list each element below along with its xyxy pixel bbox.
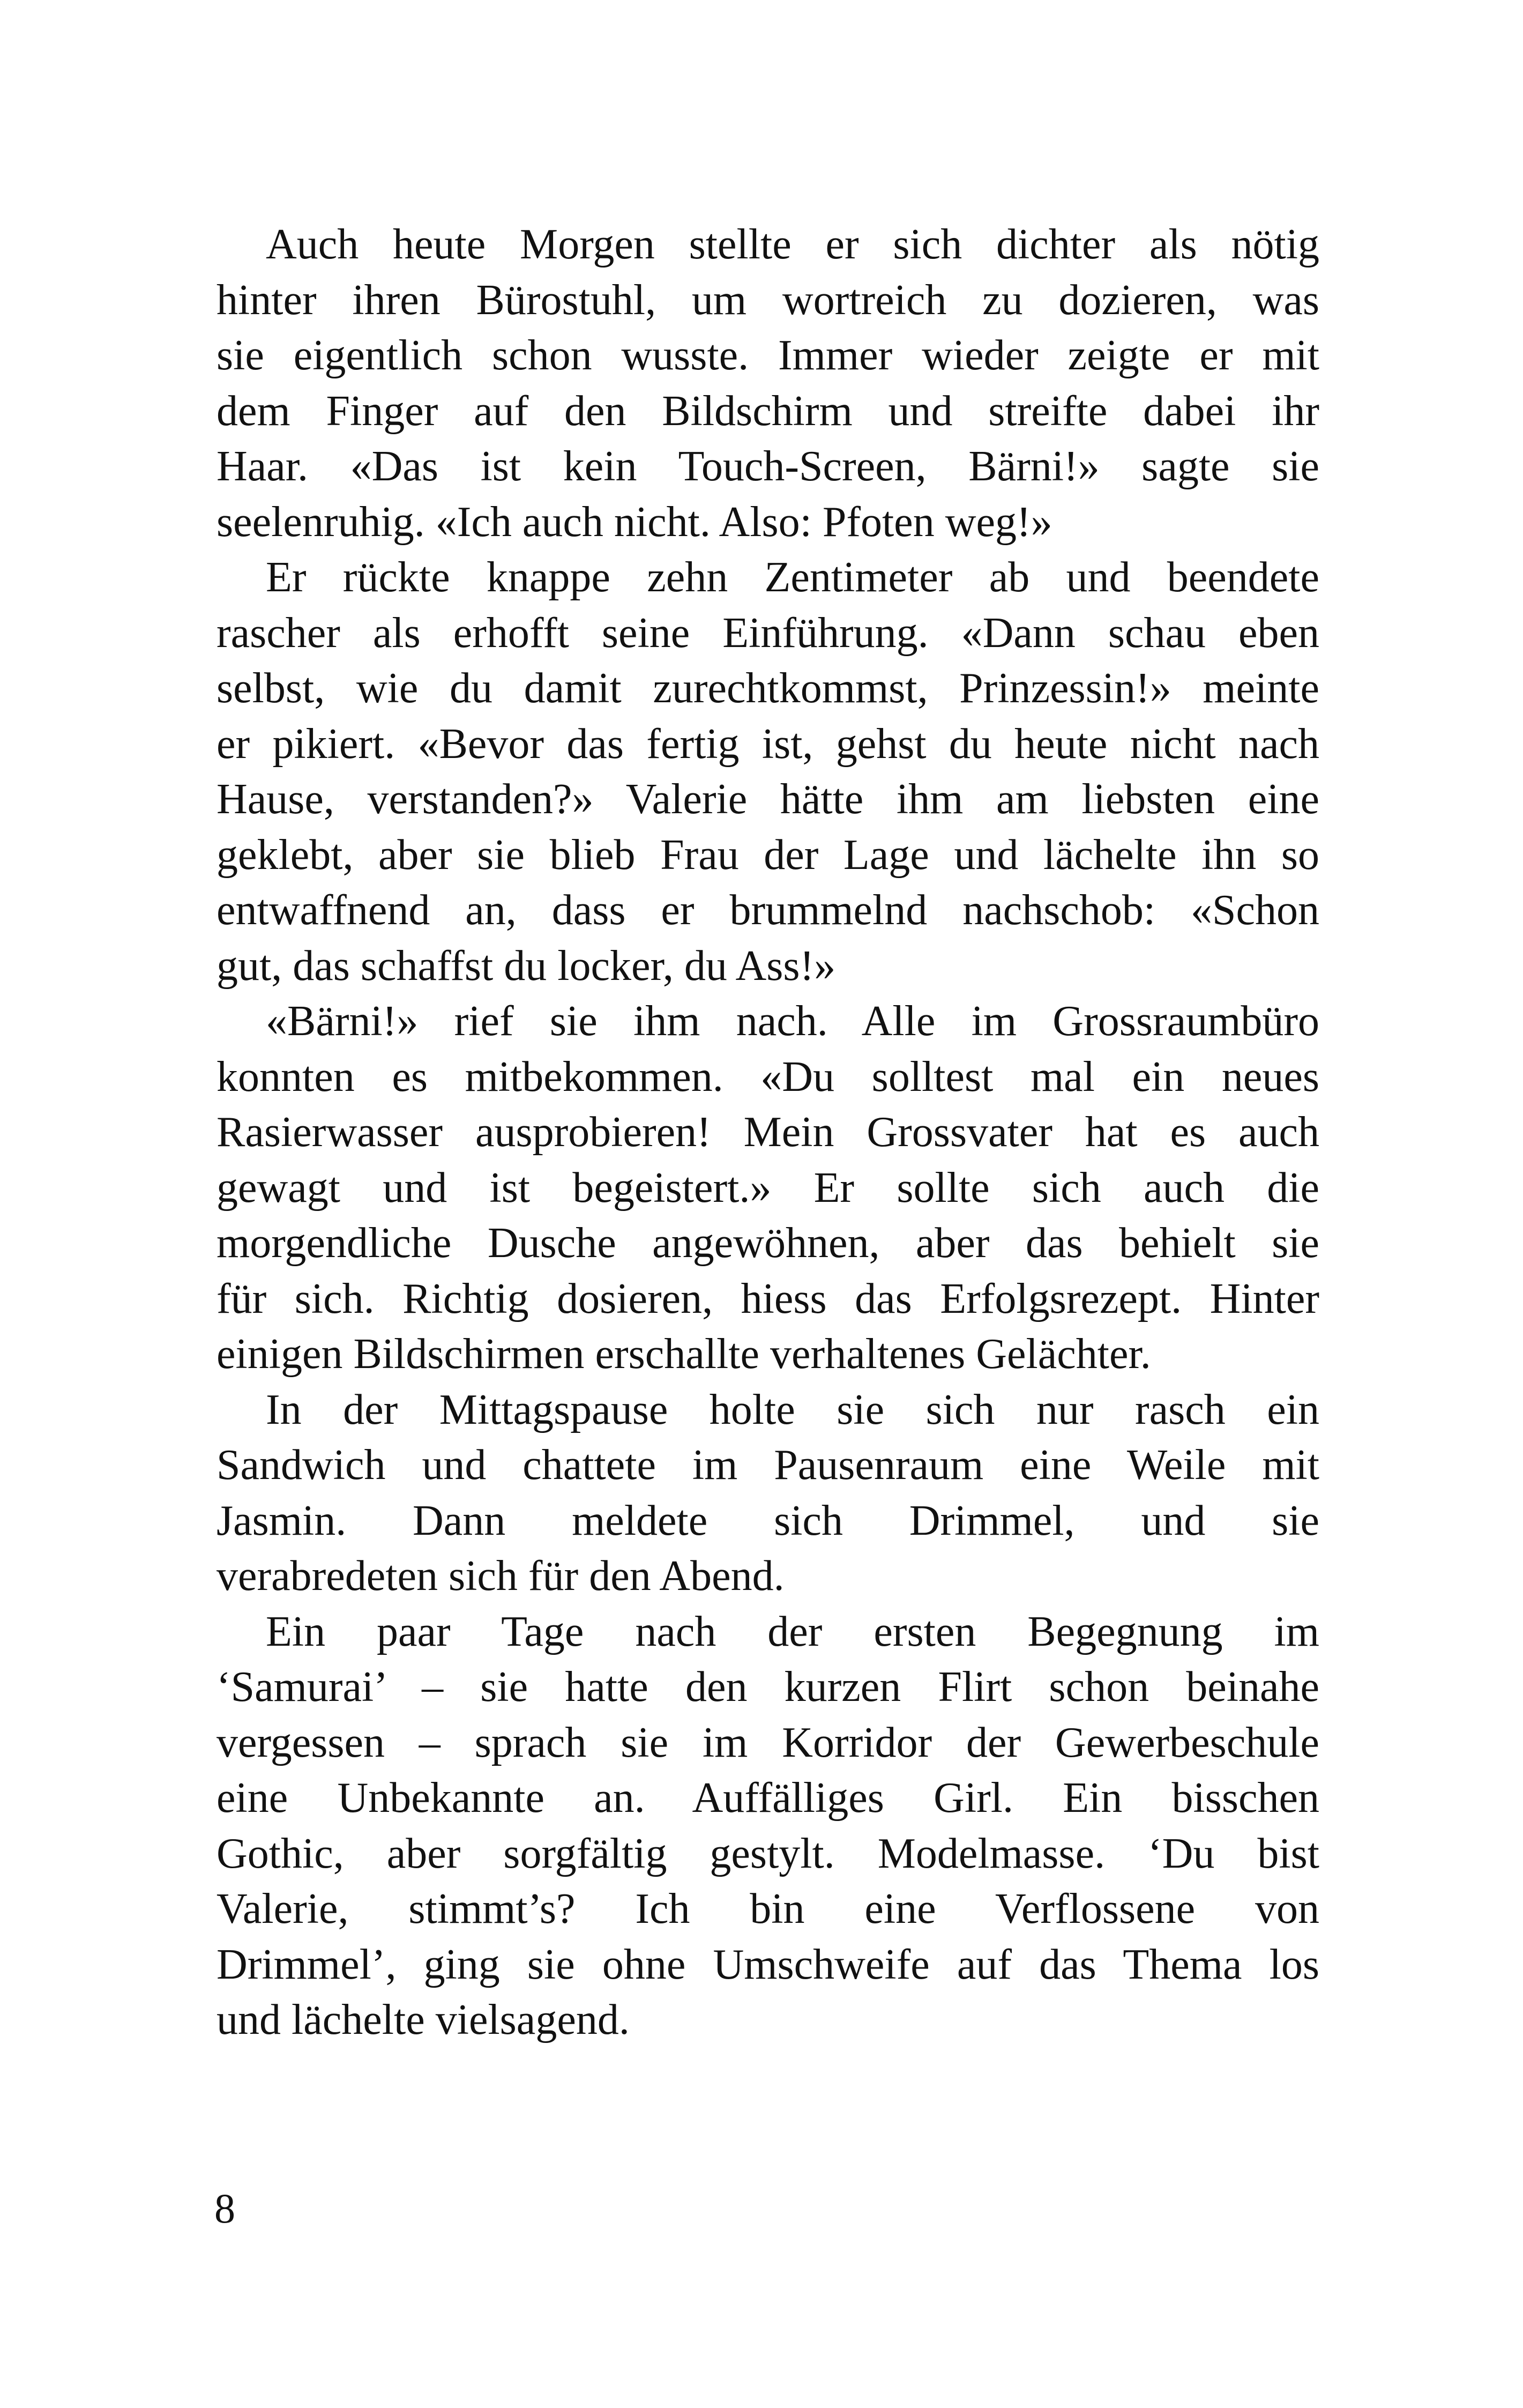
text-line: Er rückte knappe zehn Zentimeter ab und beendete	[266, 554, 1319, 601]
text-line: eine Unbekannte an. Auffälliges Girl. Ein bisschen	[216, 1774, 1319, 1822]
text-line: verabredeten sich für den Abend.	[216, 1552, 785, 1600]
text-line: Sandwich und chattete im Pausenraum eine Weile mit	[216, 1441, 1319, 1489]
paragraph-2	[216, 550, 1319, 994]
paragraph-4	[216, 1383, 1319, 1604]
text-line: Drimmel’, ging sie ohne Umschweife auf das Thema los	[216, 1941, 1319, 1988]
text-line: morgendliche Dusche angewöhnen, aber das behielt sie	[216, 1220, 1319, 1267]
text-line: Hause, verstanden?» Valerie hätte ihm am liebsten eine	[216, 776, 1319, 823]
text-line: gewagt und ist begeistert.» Er sollte sich auch die	[216, 1164, 1319, 1212]
text-line: er pikiert. «Bevor das fertig ist, gehst du heute nicht nach	[216, 720, 1319, 768]
paragraph-1	[216, 217, 1319, 550]
text-line: einigen Bildschirmen erschallte verhaltenes Gelächter.	[216, 1331, 1151, 1378]
text-line: für sich. Richtig dosieren, hiess das Erfolgsrezept. Hinter	[216, 1275, 1319, 1322]
text-line: Gothic, aber sorgfältig gestylt. Modelmasse. ‘Du bist	[216, 1830, 1319, 1877]
text-line: konnten es mitbekommen. «Du solltest mal ein neues	[216, 1053, 1319, 1101]
text-line: geklebt, aber sie blieb Frau der Lage und lächelte ihn so	[216, 831, 1319, 879]
text-line: entwaffnend an, dass er brummelnd nachschob: «Schon	[216, 887, 1319, 934]
text-line: und lächelte vielsagend.	[216, 1996, 630, 2043]
text-line: ‘Samurai’ – sie hatte den kurzen Flirt schon beinahe	[216, 1663, 1319, 1711]
paragraph-3	[216, 994, 1319, 1383]
text-line: Haar. «Das ist kein Touch-Screen, Bärni!» sagte sie	[216, 443, 1319, 490]
text-line: sie eigentlich schon wusste. Immer wieder zeigte er mit	[216, 332, 1319, 379]
body-text	[216, 217, 1319, 2048]
text-line: vergessen – sprach sie im Korridor der Gewerbeschule	[216, 1719, 1319, 1766]
text-line: gut, das schaffst du locker, du Ass!»	[216, 942, 836, 990]
text-line: hinter ihren Bürostuhl, um wortreich zu dozieren, was	[216, 276, 1319, 324]
text-line: seelenruhig. «Ich auch nicht. Also: Pfoten weg!»	[216, 498, 1052, 546]
text-line: Rasierwasser ausprobieren! Mein Grossvater hat es auch	[216, 1109, 1319, 1156]
paragraph-5	[216, 1604, 1319, 2048]
text-line: Auch heute Morgen stellte er sich dichter als nötig	[266, 221, 1319, 268]
text-line: dem Finger auf den Bildschirm und streifte dabei ihr	[216, 387, 1319, 435]
text-line: Ein paar Tage nach der ersten Begegnung im	[266, 1608, 1319, 1655]
text-line: «Bärni!» rief sie ihm nach. Alle im Grossraumbüro	[266, 998, 1319, 1045]
text-line: Valerie, stimmt’s? Ich bin eine Verflossene von	[216, 1885, 1319, 1933]
text-line: rascher als erhofft seine Einführung. «Dann schau eben	[216, 609, 1319, 657]
page-number: 8	[214, 2185, 235, 2232]
text-line: selbst, wie du damit zurechtkommst, Prinzessin!» meinte	[216, 665, 1319, 712]
text-line: In der Mittagspause holte sie sich nur rasch ein	[266, 1386, 1319, 1433]
text-line: Jasmin. Dann meldete sich Drimmel, und sie	[216, 1497, 1319, 1544]
